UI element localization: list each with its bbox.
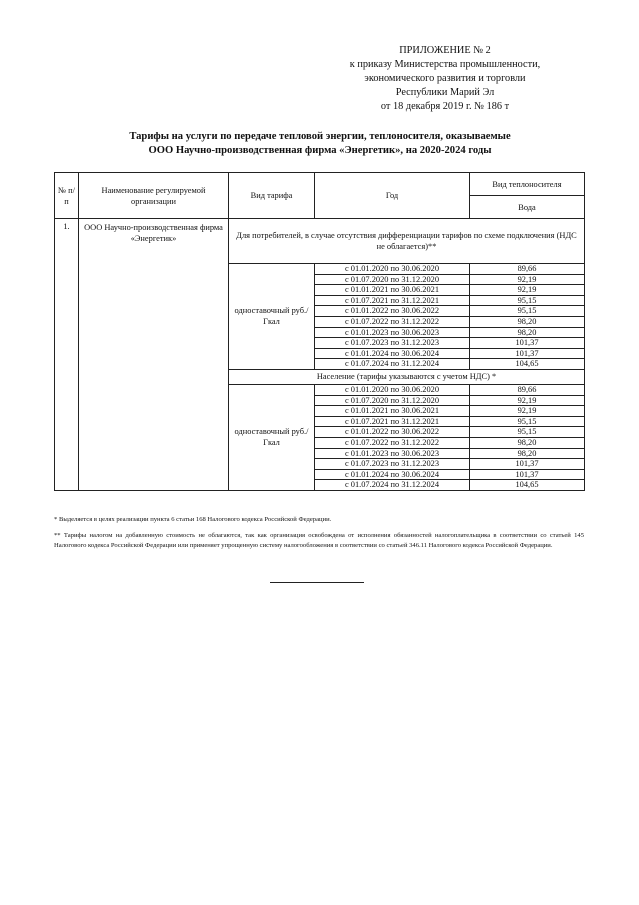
title-line: ООО Научно-производственная фирма «Энергетик», на 2020-2024 годы — [148, 145, 492, 156]
appendix-line: экономического развития и торговли — [364, 73, 526, 84]
section1-tariff-label: одноставочный руб./Гкал — [229, 264, 315, 370]
appendix-line: от 18 декабря 2019 г. № 186 т — [380, 101, 510, 112]
period-cell: с 01.07.2021 по 31.12.2021 — [315, 295, 470, 306]
footnote-1: * Выделяется в целях реализации пункта 6 статьи 168 Налогового кодекса Российской Федерации. — [54, 516, 332, 523]
tariff-value-cell: 98,20 — [470, 437, 585, 448]
appendix-line: Республики Марий Эл — [395, 87, 495, 98]
footnotes — [54, 515, 584, 557]
tariff-value-cell: 101,37 — [470, 459, 585, 470]
period-cell: с 01.01.2023 по 30.06.2023 — [315, 327, 470, 338]
tariff-value-cell: 104,65 — [470, 480, 585, 491]
period-cell: с 01.01.2020 по 30.06.2020 — [315, 384, 470, 395]
row-number: 1. — [55, 219, 79, 491]
period-cell: с 01.01.2022 по 30.06.2022 — [315, 427, 470, 438]
period-cell: с 01.07.2020 по 31.12.2020 — [315, 395, 470, 406]
tariff-value-cell: 101,37 — [470, 338, 585, 349]
tariff-value-cell: 95,15 — [470, 416, 585, 427]
separator-line — [270, 582, 364, 583]
title-line: Тарифы на услуги по передаче тепловой энергии, теплоносителя, оказываемые — [129, 131, 511, 142]
appendix-line: к приказу Министерства промышленности, — [349, 59, 541, 70]
appendix-line: ПРИЛОЖЕНИЕ № 2 — [399, 45, 491, 56]
tariff-value-cell: 98,20 — [470, 448, 585, 459]
tariff-value-cell: 92,19 — [470, 406, 585, 417]
period-cell: с 01.07.2023 по 31.12.2023 — [315, 459, 470, 470]
header-water: Вода — [470, 196, 585, 219]
header-year: Год — [315, 173, 470, 219]
header-num: № п/п — [55, 173, 79, 219]
tariff-value-cell: 95,15 — [470, 295, 585, 306]
document-title — [60, 130, 580, 158]
tariff-value-cell: 89,66 — [470, 264, 585, 275]
period-cell: с 01.01.2020 по 30.06.2020 — [315, 264, 470, 275]
tariff-value-cell: 101,37 — [470, 469, 585, 480]
section1-title: Для потребителей, в случае отсутствия дифференциации тарифов по схеме подключения (НДС не облагается)** — [229, 219, 585, 264]
tariff-table — [54, 172, 585, 491]
tariff-value-cell: 92,19 — [470, 395, 585, 406]
period-cell: с 01.01.2021 по 30.06.2021 — [315, 285, 470, 296]
period-cell: с 01.07.2023 по 31.12.2023 — [315, 338, 470, 349]
tariff-value-cell: 104,65 — [470, 359, 585, 370]
period-cell: с 01.01.2024 по 30.06.2024 — [315, 348, 470, 359]
tariff-value-cell: 92,19 — [470, 285, 585, 296]
period-cell: с 01.07.2020 по 31.12.2020 — [315, 274, 470, 285]
organization-name: ООО Научно-производственная фирма «Энергетик» — [79, 219, 229, 491]
period-cell: с 01.07.2024 по 31.12.2024 — [315, 359, 470, 370]
tariff-value-cell: 95,15 — [470, 427, 585, 438]
footnote-2: ** Тарифы налогом на добавленную стоимость не облагаются, так как организация освобождена от исполнения обязанностей налогоплательщика в соответствии со статьей 145 Налогового кодекса Российской Федерации или применяет упрощенную систему налогообложения в соответствии со статьей 346.11 Налогового кодекса Российской Федерации. — [54, 531, 584, 549]
period-cell: с 01.07.2021 по 31.12.2021 — [315, 416, 470, 427]
period-cell: с 01.01.2024 по 30.06.2024 — [315, 469, 470, 480]
period-cell: с 01.07.2024 по 31.12.2024 — [315, 480, 470, 491]
period-cell: с 01.01.2022 по 30.06.2022 — [315, 306, 470, 317]
tariff-value-cell: 98,20 — [470, 327, 585, 338]
header-tariff-type: Вид тарифа — [229, 173, 315, 219]
period-cell: с 01.01.2023 по 30.06.2023 — [315, 448, 470, 459]
header-row — [55, 173, 585, 196]
period-cell: с 01.01.2021 по 30.06.2021 — [315, 406, 470, 417]
tariff-value-cell: 89,66 — [470, 384, 585, 395]
period-cell: с 01.07.2022 по 31.12.2022 — [315, 316, 470, 327]
tariff-value-cell: 95,15 — [470, 306, 585, 317]
period-cell: с 01.07.2022 по 31.12.2022 — [315, 437, 470, 448]
tariff-value-cell: 101,37 — [470, 348, 585, 359]
tariff-value-cell: 92,19 — [470, 274, 585, 285]
header-carrier: Вид теплоносителя — [470, 173, 585, 196]
tariff-value-cell: 98,20 — [470, 316, 585, 327]
appendix-header — [300, 44, 590, 114]
section1-title-row — [55, 219, 585, 264]
section2-title: Население (тарифы указываются с учетом НДС) * — [229, 369, 585, 384]
section2-tariff-label: одноставочный руб./Гкал — [229, 384, 315, 490]
header-org: Наименование регулируемой организации — [79, 173, 229, 219]
